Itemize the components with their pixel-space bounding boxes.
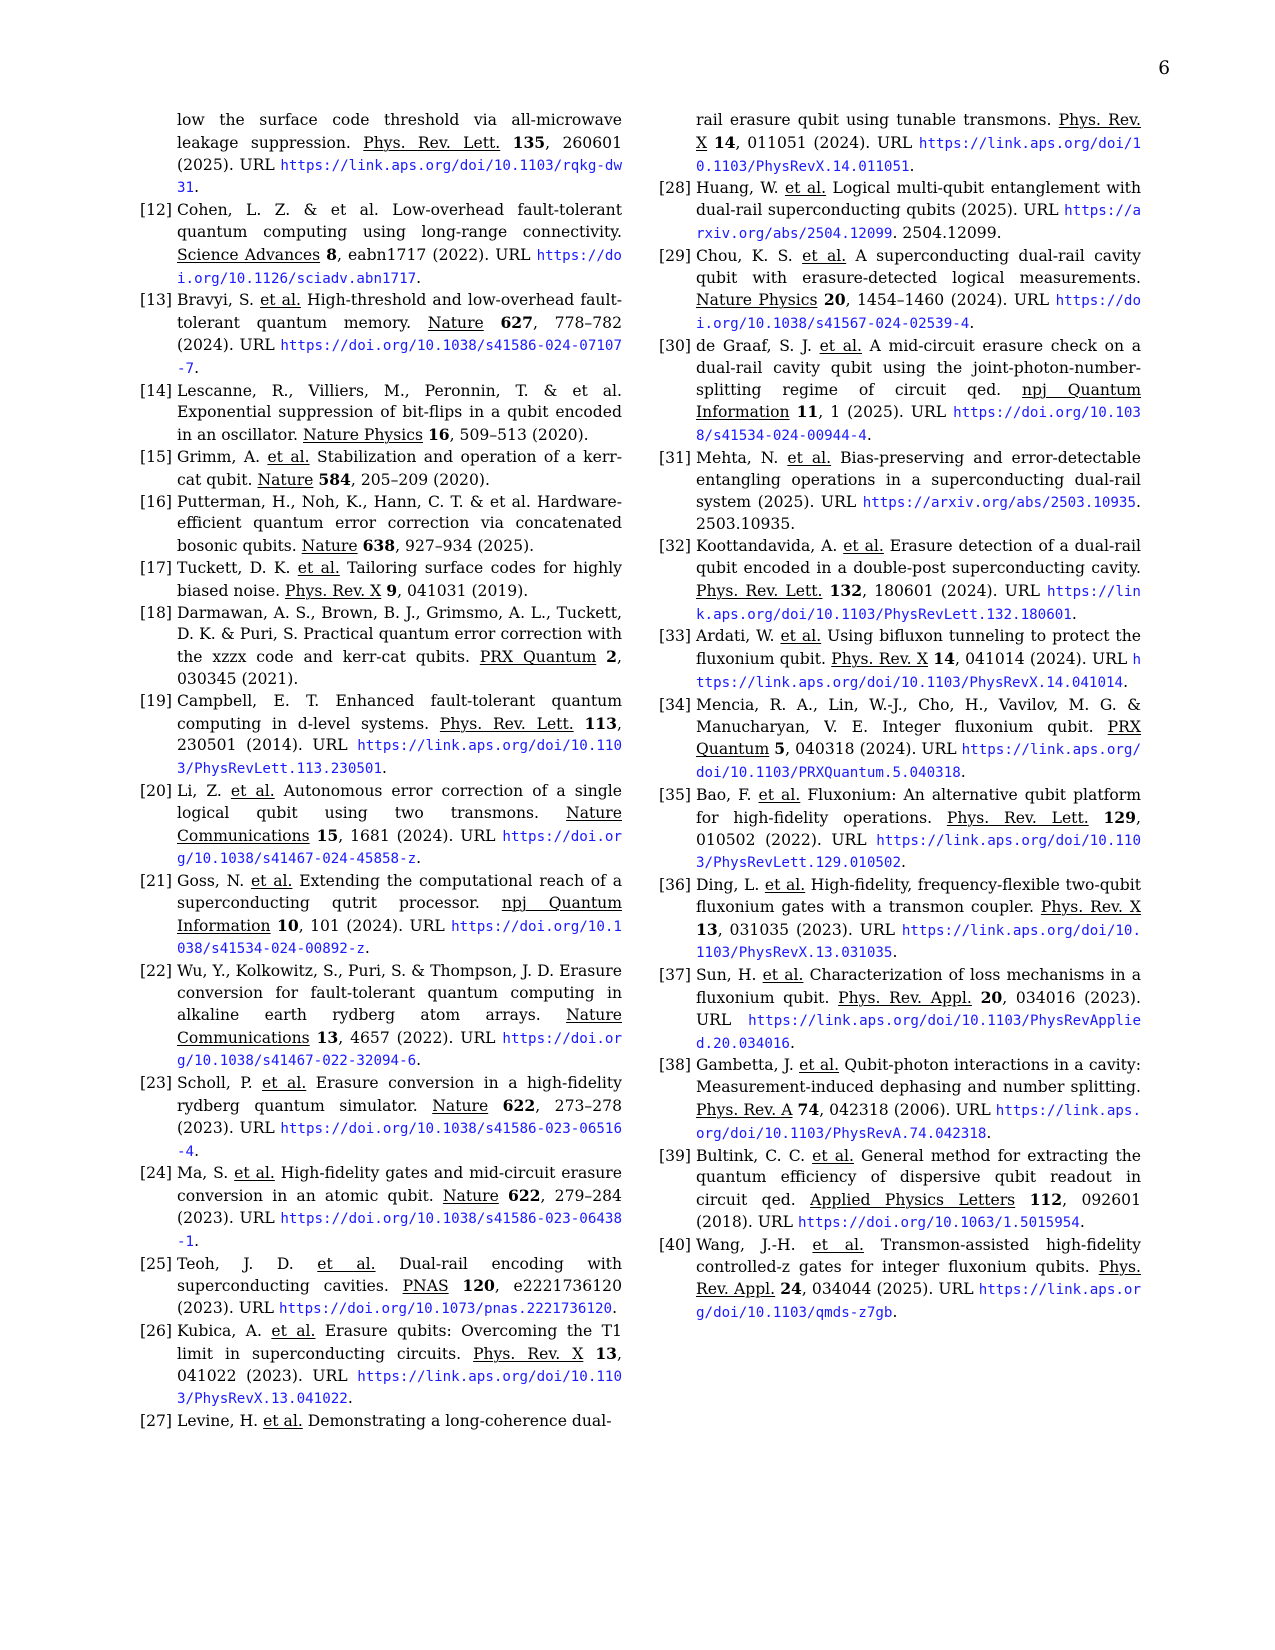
reference-title: High-threshold and low-overhead fault-tolerant quantum memory.: [177, 291, 622, 333]
reference-title: Transmon-assisted high-fidelity controlled-z gates for integer fluxonium qubits.: [696, 1235, 1141, 1276]
reference-etal: et al.: [799, 1056, 840, 1075]
reference-title: low the surface code threshold via all-microwave leakage suppression.: [177, 111, 622, 152]
reference-volume: 622: [507, 1186, 541, 1206]
reference-number: [32]: [659, 537, 692, 556]
reference-number: [28]: [659, 179, 692, 198]
reference-number: [13]: [140, 291, 173, 310]
reference-details: , 180601 (2024). URL: [862, 581, 1048, 600]
reference-journal: Phys. Rev. Lett.: [439, 714, 574, 733]
reference-etal: et al.: [812, 1235, 864, 1254]
reference-details: , 040318 (2024). URL: [785, 740, 962, 759]
reference-title: Practical quantum error correction with the xzzx code and kerr-cat qubits.: [177, 625, 622, 667]
reference-journal: PRX Quantum: [696, 717, 1142, 759]
reference-etal: et al.: [784, 179, 827, 198]
reference-number: [34]: [659, 695, 692, 714]
reference-trailing: .: [194, 358, 200, 377]
reference-url-link[interactable]: https://doi.org/10.1038/s41534-024-00944-4: [696, 405, 1141, 445]
reference-trailing: .: [347, 1389, 353, 1408]
reference-etal: et al.: [780, 627, 822, 646]
reference-journal: Nature: [442, 1187, 499, 1206]
reference-volume: 627: [500, 313, 534, 333]
reference-volume: 584: [318, 469, 351, 489]
reference-authors: Levine, H.: [177, 1412, 264, 1431]
reference-journal: Phys. Rev. Appl.: [838, 989, 972, 1008]
reference-entry: [140, 781, 622, 871]
reference-number: [38]: [659, 1056, 692, 1075]
reference-trailing: .: [960, 763, 966, 782]
reference-entry: [140, 1163, 622, 1253]
reference-entry: [140, 110, 622, 200]
reference-details: , 1454–1460 (2024). URL: [845, 291, 1056, 310]
reference-journal: Nature Physics: [696, 291, 818, 310]
reference-trailing: .: [612, 1299, 618, 1318]
reference-details: , 230501 (2014). URL: [177, 714, 622, 755]
reference-number: [37]: [659, 966, 692, 985]
reference-url-link[interactable]: https://link.aps.org/doi/10.1103/PhysRevX.14.011051: [696, 135, 1141, 175]
reference-title: Erasure detection of a dual-rail qubit encoded in a double-post superconducting cavity.: [696, 537, 1141, 577]
reference-authors: Kubica, A.: [177, 1322, 272, 1341]
reference-volume: 638: [362, 536, 396, 556]
reference-volume: 129: [1103, 807, 1137, 827]
reference-entry: [140, 447, 622, 492]
reference-etal: et al.: [271, 1322, 316, 1341]
reference-title: Logical multi-qubit entanglement with dual-rail superconducting qubits (2025). URL: [696, 179, 1141, 220]
reference-entry: [659, 110, 1141, 178]
reference-url-link[interactable]: https://link.aps.org/doi/10.1103/PhysRevLett.113.230501: [177, 738, 622, 778]
reference-etal: et al.: [267, 447, 310, 466]
reference-details: , 205–209 (2020).: [350, 470, 490, 489]
reference-title: Bias-preserving and error-detectable entangling operations in a superconducting dual-rail system (2025). URL: [696, 448, 1141, 511]
reference-url-link[interactable]: https://link.aps.org/doi/10.1103/PhysRevX.14.041014: [696, 652, 1141, 691]
reference-etal: et al.: [764, 876, 806, 895]
reference-volume: 13: [696, 919, 718, 939]
reference-url-link[interactable]: https://doi.org/10.1038/s41567-024-02539-4: [696, 293, 1141, 333]
reference-trailing: .: [866, 426, 872, 445]
reference-volume: 24: [780, 1279, 802, 1299]
reference-journal: Phys. Rev. Lett.: [946, 808, 1089, 827]
reference-title: General method for extracting the quantum efficiency of dispersive qubit readout in circuit qed.: [696, 1146, 1141, 1210]
reference-volume: 9: [386, 580, 398, 600]
reference-title: Hardware-efficient quantum error correction via concatenated bosonic qubits.: [177, 492, 622, 556]
reference-entry: [140, 1321, 622, 1411]
reference-authors: Wu, Y., Kolkowitz, S., Puri, S. & Thompson, J. D.: [177, 962, 555, 981]
reference-authors: Lescanne, R., Villiers, M., Peronnin, T. & et al.: [177, 381, 622, 400]
reference-url-link[interactable]: https://link.aps.org/doi/10.1103/PhysRevApplied.20.034016: [696, 1012, 1141, 1052]
reference-entry: [140, 1073, 622, 1163]
reference-authors: Ma, S.: [177, 1164, 235, 1183]
reference-title: Characterization of loss mechanisms in a fluxonium qubit.: [696, 966, 1141, 1008]
reference-title: A mid-circuit erasure check on a dual-rail cavity qubit using the joint-photon-number-splitting regime of circuit qed.: [696, 336, 1141, 399]
reference-details: , 041014 (2024). URL: [954, 650, 1133, 669]
reference-number: [31]: [659, 448, 692, 467]
reference-url-link[interactable]: https://link.aps.org/doi/10.1103/qmds-z7gb: [696, 1282, 1141, 1322]
reference-volume: 20: [823, 290, 846, 310]
reference-authors: Gambetta, J.: [696, 1056, 800, 1075]
reference-title: rail erasure qubit using tunable transmons.: [696, 111, 1052, 129]
reference-journal: Phys. Rev. X: [1040, 897, 1141, 916]
reference-url-link[interactable]: https://link.aps.org/doi/10.1103/PRXQuantum.5.040318: [696, 742, 1141, 782]
reference-entry: [659, 1146, 1141, 1235]
reference-journal: Phys. Rev. Lett.: [696, 581, 823, 600]
reference-authors: Putterman, H., Noh, K., Hann, C. T. & et al.: [177, 492, 531, 511]
reference-etal: et al.: [297, 558, 340, 577]
reference-journal: Phys. Rev. X: [696, 111, 1141, 152]
reference-volume: 5: [774, 739, 786, 759]
reference-number: [30]: [659, 336, 692, 355]
reference-authors: de Graaf, S. J.: [696, 336, 820, 355]
reference-entry: [659, 178, 1141, 245]
reference-number: [23]: [140, 1074, 173, 1093]
reference-volume: 20: [980, 988, 1003, 1008]
reference-authors: Goss, N.: [177, 872, 251, 891]
reference-entry: [659, 875, 1141, 965]
reference-details: , 030345 (2021).: [177, 648, 622, 688]
reference-etal: et al.: [262, 1074, 307, 1093]
reference-title: Tailoring surface codes for highly biased noise.: [177, 558, 622, 600]
reference-number: [36]: [659, 876, 692, 895]
reference-journal: npj Quantum Information: [696, 380, 1141, 422]
reference-url-link[interactable]: https://link.aps.org/doi/10.1103/PhysRevX.13.031035: [696, 922, 1141, 962]
reference-url-link[interactable]: https://doi.org/10.1038/s41586-024-07107-7: [177, 337, 622, 377]
reference-authors: Scholl, P.: [177, 1074, 263, 1093]
reference-trailing: .: [1123, 672, 1129, 691]
reference-number: [21]: [140, 872, 173, 891]
reference-etal: et al.: [758, 785, 801, 804]
reference-entry: [140, 871, 622, 961]
reference-details: , e2221736120 (2023). URL: [177, 1277, 622, 1318]
reference-details: , 273–278 (2023). URL: [177, 1097, 622, 1137]
reference-journal: PNAS: [402, 1277, 449, 1296]
reference-authors: Ding, L.: [696, 876, 765, 895]
reference-trailing: .: [194, 1141, 200, 1160]
reference-etal: et al.: [802, 246, 847, 265]
reference-title: Integer fluxonium qubit.: [868, 717, 1094, 736]
reference-authors: Cohen, L. Z. & et al.: [177, 201, 379, 220]
reference-volume: 15: [316, 825, 339, 845]
reference-number: [35]: [659, 785, 692, 804]
reference-trailing: .: [901, 853, 906, 872]
reference-trailing: .: [909, 156, 915, 175]
reference-authors: Darmawan, A. S., Brown, B. J., Grimsmo, A. L., Tuckett, D. K. & Puri, S.: [177, 603, 622, 644]
reference-entry: [659, 1055, 1141, 1145]
reference-entry: [140, 691, 622, 781]
reference-number: [20]: [140, 781, 173, 800]
reference-volume: 132: [829, 580, 863, 600]
reference-url-link[interactable]: https://doi.org/10.1073/pnas.2221736120: [278, 1301, 613, 1318]
reference-title: Using bifluxon tunneling to protect the fluxonium qubit.: [696, 627, 1141, 669]
reference-details: , 034044 (2025). URL: [801, 1280, 979, 1299]
reference-trailing: .: [892, 943, 898, 962]
reference-authors: Mehta, N.: [696, 448, 788, 467]
reference-journal: Nature Physics: [303, 426, 423, 445]
reference-authors: Mencia, R. A., Lin, W.-J., Cho, H., Vavilov, M. G. & Manucharyan, V. E.: [696, 695, 1141, 736]
page-number: 6: [1158, 58, 1170, 79]
reference-url-link[interactable]: https://doi.org/10.1038/s41467-022-32094-6: [177, 1030, 622, 1070]
reference-entry: [140, 603, 622, 691]
reference-trailing: .: [382, 759, 387, 778]
reference-trailing: .: [416, 268, 422, 287]
reference-journal: Nature: [432, 1097, 489, 1116]
reference-details: , 092601 (2018). URL: [696, 1191, 1141, 1232]
reference-trailing: .: [1079, 1213, 1085, 1232]
reference-entry: [659, 336, 1141, 448]
reference-authors: Chou, K. S.: [696, 246, 803, 265]
reference-title: Autonomous error correction of a single logical qubit using two transmons.: [177, 781, 622, 822]
reference-volume: 113: [584, 713, 618, 733]
reference-trailing: .: [969, 314, 975, 333]
reference-journal: Phys. Rev. A: [696, 1101, 793, 1120]
reference-trailing: . 2504.12099.: [892, 223, 1002, 242]
reference-entry: [659, 965, 1141, 1055]
reference-entry: [140, 200, 622, 290]
reference-journal: Nature: [427, 314, 484, 333]
reference-volume: 8: [326, 244, 338, 264]
reference-number: [29]: [659, 246, 692, 265]
reference-url-link[interactable]: https://link.aps.org/doi/10.1103/PhysRevLett.132.180601: [696, 583, 1141, 623]
reference-title: Demonstrating a long-coherence dual-: [302, 1412, 612, 1431]
reference-details: , 101 (2024). URL: [298, 916, 452, 935]
reference-trailing: . 2503.10935.: [696, 492, 1141, 534]
reference-details: , 041022 (2023). URL: [177, 1344, 622, 1385]
reference-etal: et al.: [250, 872, 293, 891]
reference-url-link[interactable]: https://doi.org/10.1038/s41586-023-06438-1: [177, 1211, 622, 1250]
reference-url-link[interactable]: https://doi.org/10.1038/s41467-024-45858-z: [177, 828, 622, 868]
reference-etal: et al.: [230, 781, 275, 800]
reference-volume: 120: [462, 1276, 495, 1296]
reference-title: Dual-rail encoding with superconducting cavities.: [177, 1254, 622, 1296]
reference-title: Qubit-photon interactions in a cavity: Measurement-induced dephasing and number splitting.: [696, 1056, 1141, 1097]
reference-authors: Teoh, J. D.: [177, 1254, 318, 1273]
reference-journal: Phys. Rev. X: [285, 581, 382, 600]
reference-details: , 010502 (2022). URL: [696, 808, 1141, 849]
reference-entry: [659, 448, 1141, 536]
reference-url-link[interactable]: https://doi.org/10.1126/sciadv.abn1717: [177, 247, 622, 287]
reference-details: , eabn1717 (2022). URL: [337, 245, 537, 264]
reference-number: [16]: [140, 492, 173, 511]
reference-details: , 260601 (2025). URL: [177, 133, 622, 174]
reference-details: , 509–513 (2020).: [449, 426, 589, 445]
reference-journal: Phys. Rev. Appl.: [696, 1257, 1142, 1299]
reference-etal: et al.: [263, 1412, 303, 1431]
reference-entry: [659, 1235, 1141, 1325]
reference-number: [25]: [140, 1254, 173, 1273]
references-left-column: [140, 110, 622, 1433]
reference-details: , 1681 (2024). URL: [338, 826, 503, 845]
reference-authors: Ardati, W.: [696, 627, 781, 646]
reference-journal: Phys. Rev. X: [473, 1344, 584, 1363]
reference-journal: Nature Communications: [177, 1005, 622, 1047]
reference-title: A superconducting dual-rail cavity qubit with erasure-detected logical measurements.: [696, 246, 1141, 287]
reference-title: Fluxonium: An alternative qubit platform for high-fidelity operations.: [696, 785, 1141, 827]
reference-title: Exponential suppression of bit-flips in a qubit encoded in an oscillator.: [177, 403, 622, 445]
reference-volume: 622: [502, 1096, 536, 1116]
reference-trailing: .: [789, 1033, 795, 1052]
reference-title: Enhanced fault-tolerant quantum computing in d-level systems.: [177, 691, 622, 733]
reference-volume: 2: [606, 647, 618, 667]
reference-title: High-fidelity, frequency-flexible two-qubit fluxonium gates with a transmon coupler.: [696, 876, 1141, 916]
reference-authors: Sun, H.: [696, 966, 763, 985]
reference-title: Erasure conversion in a high-fidelity rydberg quantum simulator.: [177, 1074, 622, 1116]
reference-authors: Wang, J.-H.: [696, 1235, 813, 1254]
reference-volume: 16: [427, 425, 450, 445]
reference-etal: et al.: [234, 1164, 275, 1183]
reference-authors: Campbell, E. T.: [177, 691, 320, 710]
reference-etal: et al.: [762, 966, 804, 985]
reference-journal: Applied Physics Letters: [810, 1191, 1016, 1210]
reference-volume: 74: [797, 1100, 820, 1120]
reference-url-link[interactable]: https://link.aps.org/doi/10.1103/PhysRevA.74.042318: [696, 1103, 1141, 1142]
reference-trailing: .: [416, 1051, 422, 1070]
reference-volume: 11: [796, 402, 819, 422]
reference-number: [17]: [140, 558, 173, 577]
reference-trailing: .: [986, 1123, 992, 1142]
reference-entry: [659, 536, 1141, 626]
reference-url-link[interactable]: https://arxiv.org/abs/2504.12099: [696, 203, 1141, 242]
reference-entry: [659, 626, 1141, 694]
reference-number: [26]: [140, 1322, 173, 1341]
reference-entry: [140, 492, 622, 558]
reference-etal: et al.: [317, 1254, 376, 1273]
reference-number: [22]: [140, 962, 173, 981]
reference-entry: [659, 246, 1141, 336]
reference-trailing: .: [892, 1303, 898, 1322]
reference-number: [18]: [140, 603, 173, 622]
reference-trailing: .: [364, 939, 370, 958]
reference-number: [14]: [140, 381, 173, 400]
reference-title: Low-overhead fault-tolerant quantum computing using long-range connectivity.: [177, 201, 622, 241]
reference-number: [24]: [140, 1164, 173, 1183]
reference-url-link[interactable]: https://link.aps.org/doi/10.1103/PhysRevX.13.041022: [177, 1368, 622, 1408]
reference-trailing: .: [416, 849, 422, 868]
reference-details: , 011051 (2024). URL: [735, 133, 919, 152]
reference-title: Erasure qubits: Overcoming the T1 limit in superconducting circuits.: [177, 1322, 622, 1363]
reference-trailing: .: [1071, 604, 1077, 623]
reference-details: , 778–782 (2024). URL: [177, 314, 622, 354]
reference-details: , 279–284 (2023). URL: [177, 1187, 622, 1228]
reference-entry: [659, 785, 1141, 875]
reference-etal: et al.: [812, 1146, 854, 1165]
reference-trailing: .: [194, 1231, 200, 1250]
reference-entry: [140, 381, 622, 447]
reference-volume: 13: [595, 1343, 618, 1363]
reference-etal: et al.: [819, 336, 862, 355]
reference-volume: 13: [316, 1027, 339, 1047]
reference-volume: 14: [713, 132, 736, 152]
reference-number: [27]: [140, 1412, 173, 1431]
reference-entry: [140, 1254, 622, 1321]
reference-etal: et al.: [260, 291, 301, 310]
reference-etal: et al.: [787, 448, 832, 467]
reference-volume: 135: [512, 132, 546, 152]
reference-journal: Nature: [301, 537, 358, 556]
reference-title: High-fidelity gates and mid-circuit erasure conversion in an atomic qubit.: [177, 1164, 622, 1206]
reference-journal: Nature: [257, 470, 314, 489]
reference-journal: npj Quantum Information: [177, 893, 622, 935]
reference-url-link[interactable]: https://arxiv.org/abs/2503.10935: [862, 494, 1137, 511]
reference-details: , 1 (2025). URL: [818, 403, 954, 422]
reference-title: Extending the computational reach of a superconducting qutrit processor.: [177, 872, 623, 912]
reference-url-link[interactable]: https://doi.org/10.1038/s41586-023-06516-4: [177, 1120, 622, 1160]
reference-volume: 112: [1029, 1190, 1063, 1210]
reference-details: , 031035 (2023). URL: [717, 920, 902, 939]
reference-volume: 14: [933, 649, 955, 669]
reference-authors: Huang, W.: [696, 179, 785, 198]
reference-number: [15]: [140, 447, 173, 466]
reference-journal: Science Advances: [177, 245, 321, 264]
reference-title: Stabilization and operation of a kerr-cat qubit.: [177, 447, 622, 489]
reference-entry: [140, 558, 622, 603]
reference-authors: Koottandavida, A.: [696, 537, 844, 556]
reference-authors: Grimm, A.: [177, 447, 268, 466]
reference-details: , 041031 (2019).: [397, 581, 529, 600]
reference-authors: Li, Z.: [177, 781, 231, 800]
reference-details: , 042318 (2006). URL: [819, 1101, 996, 1120]
reference-trailing: .: [194, 178, 200, 197]
reference-number: [19]: [140, 691, 173, 710]
reference-entry: [659, 695, 1141, 785]
reference-entry: [140, 961, 622, 1073]
reference-authors: Tuckett, D. K.: [177, 558, 298, 577]
reference-title: Erasure conversion for fault-tolerant quantum computing in alkaline earth rydberg atom arrays.: [177, 962, 622, 1024]
reference-details: , 4657 (2022). URL: [338, 1028, 503, 1047]
reference-volume: 10: [277, 915, 299, 935]
references-right-column: [659, 110, 1141, 1325]
reference-url-link[interactable]: https://doi.org/10.1063/1.5015954: [797, 1215, 1080, 1232]
reference-url-link[interactable]: https://link.aps.org/doi/10.1103/PhysRevLett.129.010502: [696, 832, 1141, 872]
reference-journal: Phys. Rev. X: [831, 650, 928, 669]
reference-entry: [140, 290, 622, 380]
reference-authors: Bao, F.: [696, 785, 759, 804]
reference-number: [33]: [659, 627, 692, 646]
reference-url-link[interactable]: https://doi.org/10.1038/s41534-024-00892-z: [177, 918, 622, 958]
reference-number: [12]: [140, 201, 173, 220]
reference-details: , 927–934 (2025).: [395, 537, 535, 556]
reference-details: , 034016 (2023). URL: [696, 989, 1141, 1029]
reference-journal: PRX Quantum: [479, 648, 597, 667]
reference-number: [39]: [659, 1146, 692, 1165]
reference-journal: Phys. Rev. Lett.: [363, 133, 501, 152]
reference-etal: et al.: [843, 537, 884, 556]
reference-entry: [140, 1411, 622, 1433]
reference-authors: Bravyi, S.: [177, 291, 261, 310]
reference-url-link[interactable]: https://link.aps.org/doi/10.1103/rqkg-dw31: [177, 157, 622, 197]
reference-number: [40]: [659, 1235, 692, 1254]
reference-journal: Nature Communications: [177, 803, 622, 845]
reference-authors: Bultink, C. C.: [696, 1146, 813, 1165]
